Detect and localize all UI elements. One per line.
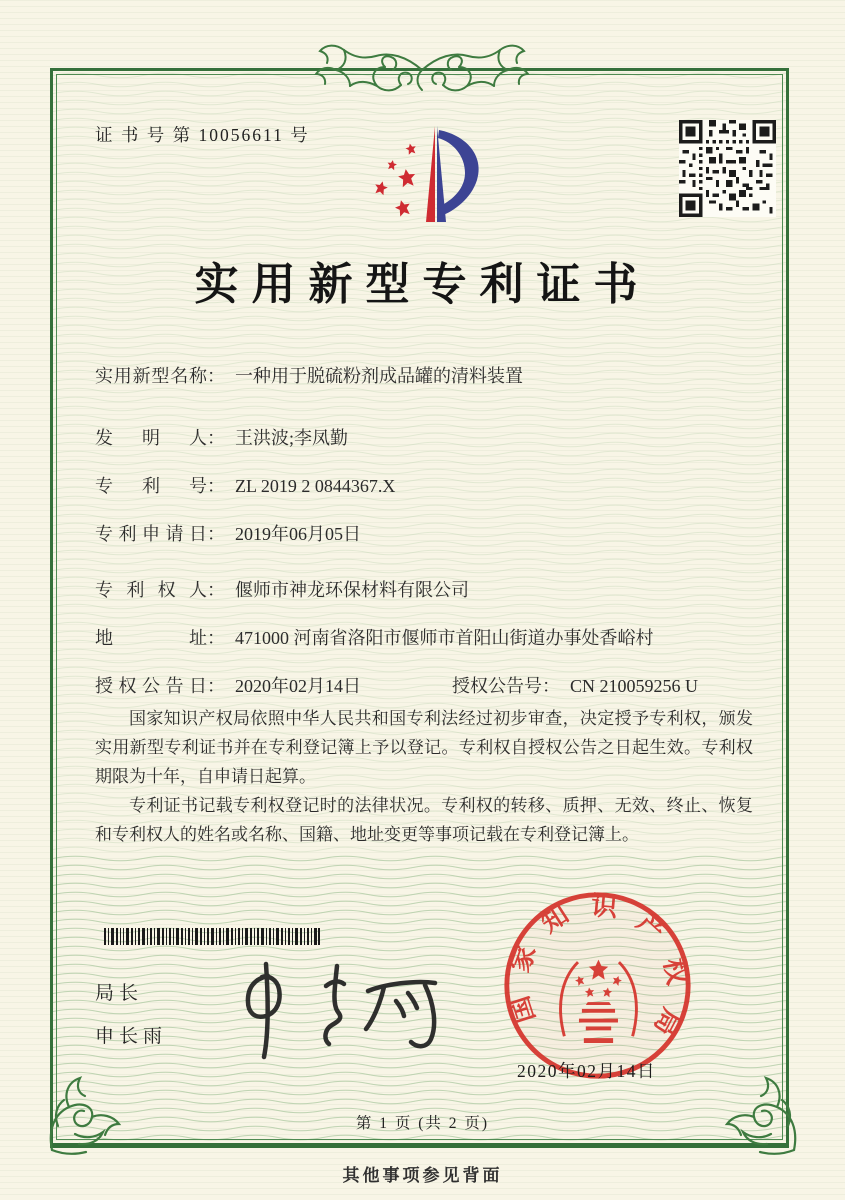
field-value: CN 210059256 U [570, 676, 699, 696]
field-value: 471000 河南省洛阳市偃师市首阳山街道办事处香峪村 [235, 628, 654, 648]
field-row-inventors [95, 425, 755, 451]
commissioner-signature [222, 960, 462, 1065]
field-colon: ： [207, 476, 225, 496]
field-row-address [95, 625, 755, 651]
commissioner-name: 申长雨 [95, 1026, 168, 1047]
field-row-filing-date [95, 521, 755, 547]
field-list [95, 363, 755, 721]
field-row-grant-date [95, 673, 755, 699]
official-seal [500, 888, 695, 1083]
qr-code [679, 120, 776, 217]
field-value: 偃师市神龙环保材料有限公司 [235, 580, 469, 600]
field-colon: ： [207, 428, 225, 448]
field-row-name [95, 363, 755, 389]
field-value: 王洪波;李凤勤 [235, 428, 349, 448]
back-side-note: 其他事项参见背面 [342, 1166, 503, 1185]
barcode [104, 928, 320, 945]
field-colon: ： [207, 580, 225, 600]
field-label: 地址 [95, 628, 207, 648]
certificate-number: 证 书 号 第 10056611 号 [95, 125, 310, 145]
field-label: 授权公告号 [452, 676, 542, 696]
field-colon: ： [542, 676, 560, 696]
seal-text: 国家知识产权局 [504, 891, 692, 1041]
field-label: 实用新型名称 [95, 366, 207, 386]
field-label: 专利权人 [95, 580, 207, 600]
legal-paragraph-2: 专利证书记载专利权登记时的法律状况。专利权的转移、质押、无效、终止、恢复和专利权人的姓名或名称、国籍、地址变更等事项记载在专利登记簿上。 [95, 796, 753, 844]
field-colon: ： [207, 366, 225, 386]
field-value: 一种用于脱硫粉剂成品罐的清料装置 [235, 366, 523, 386]
field-value: 2020年02月14日 [235, 676, 361, 696]
commissioner-block [95, 972, 167, 1058]
field-colon: ： [207, 628, 225, 648]
field-label: 授权公告日 [95, 676, 207, 696]
field-label: 专利申请日 [95, 524, 207, 544]
field-value: 2019年06月05日 [235, 524, 361, 544]
field-label: 专利号 [95, 476, 207, 496]
field-value: ZL 2019 2 0844367.X [235, 476, 396, 496]
field-row-patentee [95, 577, 755, 603]
top-scroll-ornament [292, 40, 552, 96]
field-colon: ： [207, 524, 225, 544]
page-number: 第 1 页 (共 2 页) [355, 1115, 490, 1132]
field-label: 发明人 [95, 428, 207, 448]
field-row-patent-number [95, 473, 755, 499]
grant-publication-number [452, 673, 698, 699]
cnipa-logo [341, 118, 496, 238]
commissioner-title: 局长 [95, 983, 144, 1004]
legal-text [95, 704, 753, 849]
issue-date: 2020年02月14日 [517, 1061, 656, 1081]
legal-paragraph-1: 国家知识产权局依照中华人民共和国专利法经过初步审查，决定授予专利权，颁发实用新型专利证书并在专利登记簿上予以登记。专利权自授权公告之日起生效。专利权期限为十年，自申请日起算。 [95, 709, 753, 786]
field-colon: ： [207, 676, 225, 696]
certificate-title: 实用新型专利证书 [194, 260, 651, 309]
